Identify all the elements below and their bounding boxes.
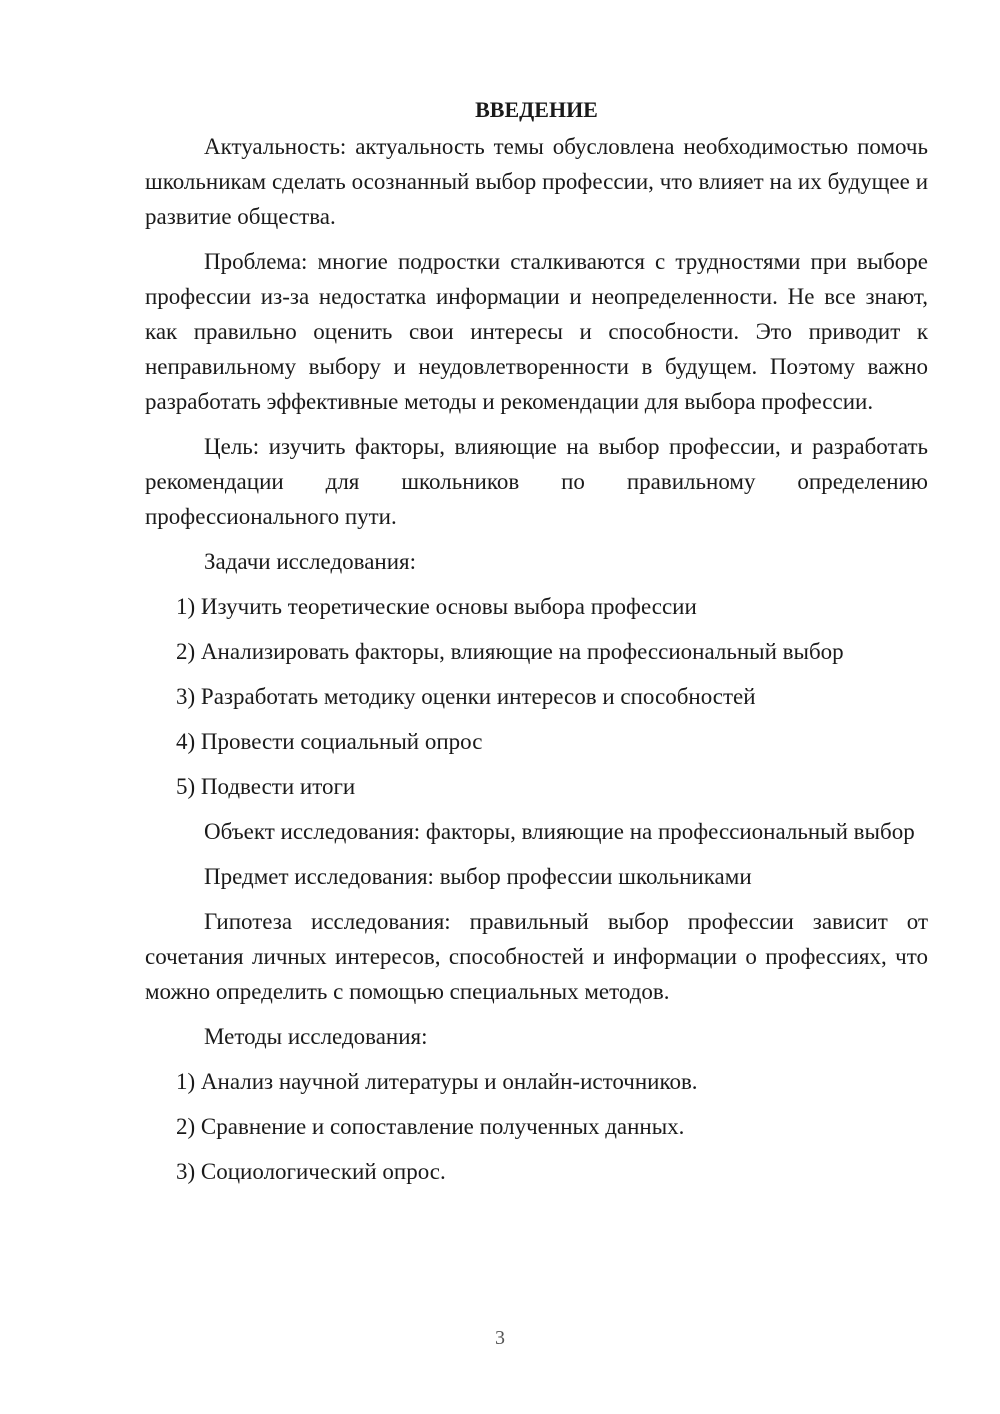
tasks-list — [145, 589, 928, 804]
methods-list — [145, 1064, 928, 1189]
list-item: 5) Подвести итоги — [176, 774, 356, 799]
subject-paragraph: Предмет исследования: выбор профессии школьниками — [204, 864, 752, 889]
problem-paragraph: Проблема: многие подростки сталкиваются с трудностями при выборе профессии из-за недостатка информации и неопределенности. Не все знают, как правильно оценить свои интересы и способности. Это приводит к неправильному выбору и неудовлетворенности в будущем. Поэтому важно разработать эффективные методы и рекомендации для выбора профессии. — [145, 249, 928, 414]
list-item: 2) Анализировать факторы, влияющие на профессиональный выбор — [176, 639, 844, 664]
list-item: 1) Анализ научной литературы и онлайн-источников. — [176, 1069, 698, 1094]
object-paragraph: Объект исследования: факторы, влияющие на профессиональный выбор — [204, 819, 915, 844]
list-item: 3) Социологический опрос. — [176, 1159, 446, 1184]
list-item: 3) Разработать методику оценки интересов и способностей — [176, 684, 756, 709]
methods-heading: Методы исследования: — [204, 1024, 428, 1049]
goal-paragraph: Цель: изучить факторы, влияющие на выбор профессии, и разработать рекомендации для школьников по правильному определению профессионального пути. — [145, 434, 928, 529]
list-item: 4) Провести социальный опрос — [176, 729, 483, 754]
hypothesis-paragraph: Гипотеза исследования: правильный выбор профессии зависит от сочетания личных интересов, способностей и информации о профессиях, что можно определить с помощью специальных методов. — [145, 909, 928, 1004]
tasks-heading: Задачи исследования: — [204, 549, 417, 574]
page-number: 3 — [495, 1327, 505, 1349]
list-item: 2) Сравнение и сопоставление полученных данных. — [176, 1114, 685, 1139]
section-title: ВВЕДЕНИЕ — [475, 97, 598, 122]
document-page — [145, 92, 928, 1199]
relevance-paragraph: Актуальность: актуальность темы обусловлена необходимостью помочь школьникам сделать осознанный выбор профессии, что влияет на их будущее и развитие общества. — [145, 134, 928, 229]
list-item: 1) Изучить теоретические основы выбора профессии — [176, 594, 697, 619]
